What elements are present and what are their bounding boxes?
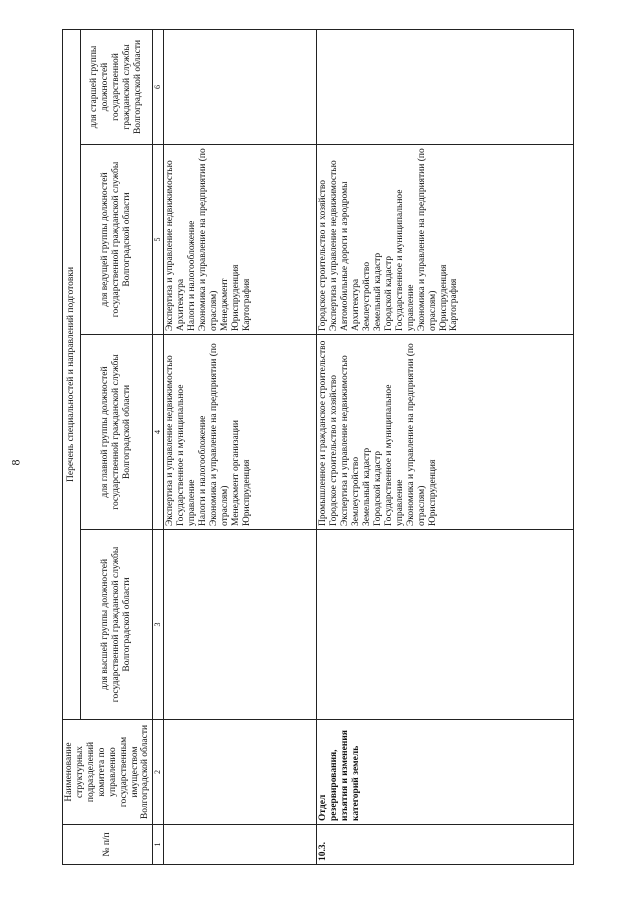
- list-item: Юриспруденция: [241, 459, 252, 526]
- cell-main-list: [317, 335, 574, 530]
- list-item: Городское строительство и хозяйство: [318, 179, 329, 331]
- table-row-continued: [164, 29, 317, 864]
- column-number-6: 6: [153, 29, 164, 144]
- cell-main-list: [164, 335, 317, 530]
- list-item: Промышленное и гражданское строительство: [318, 340, 329, 526]
- header-row-1: [63, 29, 81, 864]
- column-number-1: 1: [153, 825, 164, 865]
- list-item: Городское строительство и хозяйство: [329, 374, 340, 526]
- list-item: Налоги и налогообложение: [187, 220, 198, 331]
- list-item: Землеустройство: [351, 456, 362, 526]
- header-senior-group: для старшей группы должностей государственной гражданской службы Волгоградской области: [80, 29, 153, 144]
- column-numbers-row: [153, 29, 164, 864]
- list-item: Городской кадастр: [383, 256, 394, 331]
- specialties-table: [62, 29, 574, 865]
- list-item: Земельный кадастр: [362, 447, 373, 526]
- page-number: [6, 12, 26, 912]
- column-number-3: 3: [153, 530, 164, 720]
- list-item: Экспертиза и управление недвижимостью: [329, 160, 340, 331]
- list-item: Автомобильные дороги и аэродромы: [340, 181, 351, 331]
- header-number: № п/п: [63, 825, 153, 865]
- list-item: Картография: [449, 278, 460, 331]
- rotated-table-wrapper: [62, 30, 629, 865]
- list-item: Менеджмент: [219, 278, 230, 331]
- list-item: Государственное и муниципальное управление: [394, 189, 416, 331]
- cell-senior-empty: [164, 29, 317, 144]
- header-highest-group: для высшей группы должностей государственной гражданской службы Волгоградской области: [80, 530, 153, 720]
- table-row-10-3: [317, 29, 574, 864]
- list-item: Архитектура: [176, 278, 187, 331]
- list-item: Экономика и управление на предприятии (по отраслям): [198, 148, 220, 331]
- list-item: Государственное и муниципальное управление: [383, 384, 405, 526]
- list-item: Экспертиза и управление недвижимостью: [165, 355, 176, 526]
- row-number: 10.3.: [317, 825, 574, 865]
- department-name: Отдел резервирования, изъятия и изменения категорий земель: [317, 720, 574, 825]
- cell-name-empty: [164, 720, 317, 825]
- header-leading-group: для ведущей группы должностей государственной гражданской службы Волгоградской области: [80, 145, 153, 335]
- column-number-5: 5: [153, 145, 164, 335]
- column-number-2: 2: [153, 720, 164, 825]
- list-item: Картография: [241, 278, 252, 331]
- list-item: Землеустройство: [362, 261, 373, 331]
- header-department-name: Наименование структурных подразделений комитета по управлению государственным имуществом Волгоградской области: [63, 720, 153, 825]
- list-item: Государственное и муниципальное управление: [176, 384, 198, 526]
- list-item: Земельный кадастр: [372, 252, 383, 331]
- table-frame: [62, 30, 629, 865]
- list-item: Экспертиза и управление недвижимостью: [340, 355, 351, 526]
- list-item: Архитектура: [351, 278, 362, 331]
- list-item: Налоги и налогообложение: [198, 415, 209, 526]
- cell-leading-list: [317, 145, 574, 335]
- header-group-title: Перечень специальностей и направлений подготовки: [63, 29, 81, 719]
- list-item: Экспертиза и управление недвижимостью: [165, 160, 176, 331]
- header-main-group: для главной группы должностей государственной гражданской службы Волгоградской области: [80, 335, 153, 530]
- cell-leading-list: [164, 145, 317, 335]
- list-item: Менеджмент организации: [230, 420, 241, 526]
- cell-number-empty: [164, 825, 317, 865]
- list-item: Экономика и управление на предприятии (по отраслям): [416, 148, 438, 331]
- cell-senior-empty: [317, 29, 574, 144]
- list-item: Юриспруденция: [230, 264, 241, 331]
- column-number-4: 4: [153, 335, 164, 530]
- list-item: Юриспруденция: [427, 459, 438, 526]
- cell-highest-empty: [164, 530, 317, 720]
- list-item: Экономика и управление на предприятии (по отраслям): [405, 343, 427, 526]
- list-item: Юриспруденция: [438, 264, 449, 331]
- cell-highest-empty: [317, 530, 574, 720]
- page-number-text: 8: [8, 459, 23, 465]
- list-item: Экономика и управление на предприятии (по отраслям): [209, 343, 230, 526]
- list-item: Городской кадастр: [372, 451, 383, 526]
